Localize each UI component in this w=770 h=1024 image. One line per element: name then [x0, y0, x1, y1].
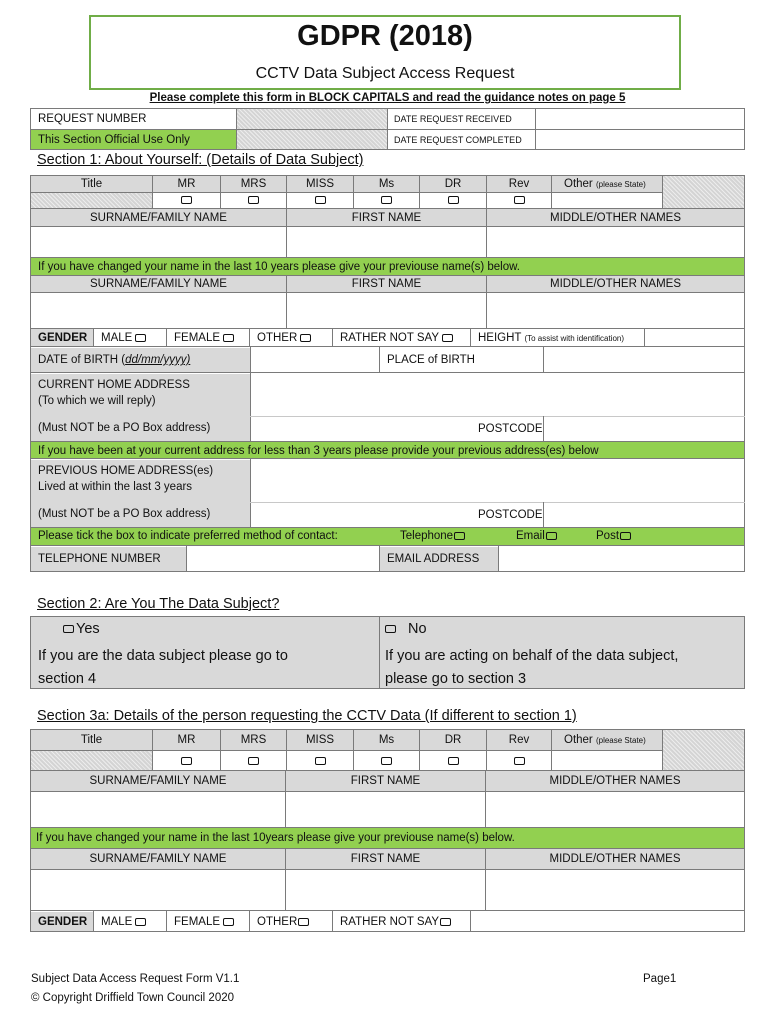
- s3-title-rev-label: Rev: [487, 730, 551, 750]
- title-other-hatch: [663, 176, 744, 208]
- email-field[interactable]: [499, 547, 744, 571]
- height-note: (To assist with identification): [524, 334, 625, 343]
- prev-address-field[interactable]: [251, 460, 744, 502]
- date-received-field[interactable]: [537, 110, 743, 128]
- s3-title-mr-checkbox-cell: [153, 751, 220, 770]
- current-address-label: [31, 374, 250, 441]
- s3-prev-middle-names-header: MIDDLE/OTHER NAMES: [486, 849, 744, 869]
- official-use-label: This Section Official Use Only: [31, 130, 236, 149]
- no-instruction: [385, 645, 678, 691]
- s3-first-name-field[interactable]: [286, 792, 485, 826]
- place-of-birth-label: PLACE of BIRTH: [387, 354, 475, 366]
- date-received-label: DATE REQUEST RECEIVED: [394, 114, 512, 124]
- prev-postcode-label: POSTCODE: [478, 509, 543, 521]
- title-mrs-checkbox[interactable]: [248, 196, 259, 204]
- current-address-field-2[interactable]: [251, 417, 471, 441]
- title-other-label: [552, 176, 662, 192]
- date-completed-label: DATE REQUEST COMPLETED: [394, 135, 522, 145]
- s3-surname-field[interactable]: [31, 792, 285, 826]
- s3-other-note: (please State): [595, 736, 646, 745]
- s3-gender-other: [250, 912, 332, 931]
- other-note: (please State): [595, 180, 646, 189]
- middle-names-header: MIDDLE/OTHER NAMES: [487, 209, 744, 226]
- dob-format: dd/mm/yyyy): [125, 354, 191, 366]
- s3-gender-other-checkbox[interactable]: [298, 918, 309, 926]
- s3-title-ms-label: Ms: [354, 730, 419, 750]
- request-number-official: [237, 109, 387, 129]
- s3-title-other-field[interactable]: [553, 751, 662, 770]
- contact-email-label: Email: [516, 530, 545, 542]
- s3-title-dr-checkbox[interactable]: [448, 757, 459, 765]
- contact-post: [596, 529, 632, 545]
- prev-surname-header: SURNAME/FAMILY NAME: [31, 275, 286, 292]
- s3-title-other-label: [552, 730, 662, 750]
- gender-rather-not-say-checkbox[interactable]: [442, 334, 453, 342]
- s3-title-rev-checkbox-cell: [487, 751, 551, 770]
- footer-page-number: Page1: [643, 973, 677, 985]
- s3-title-ms-checkbox[interactable]: [381, 757, 392, 765]
- s3-prev-first-name-header: FIRST NAME: [286, 849, 485, 869]
- yes-instruction-line1: If you are the data subject please go to: [38, 648, 288, 664]
- title-dr-label: DR: [420, 176, 486, 192]
- s3-title-other-hatch: [663, 730, 744, 770]
- title-miss-checkbox[interactable]: [315, 196, 326, 204]
- current-postcode-label: POSTCODE: [478, 423, 543, 435]
- prev-address-notice: If you have been at your current address for less than 3 years please provide your previous address(es) below: [30, 442, 745, 459]
- prev-address-label: [31, 460, 250, 527]
- no-checkbox[interactable]: [385, 625, 396, 633]
- dob-prefix: DATE of BIRTH (: [38, 354, 126, 366]
- s3-title-dr-label: DR: [420, 730, 486, 750]
- current-po-box-note: (Must NOT be a PO Box address): [38, 422, 211, 434]
- s3-title-mrs-checkbox-cell: [221, 751, 286, 770]
- yes-instruction-line2: section 4: [38, 671, 97, 687]
- s3-prev-first-name-field[interactable]: [286, 870, 485, 910]
- middle-names-field[interactable]: [487, 227, 744, 257]
- prev-postcode-field[interactable]: [544, 503, 744, 527]
- prev-first-name-header: FIRST NAME: [287, 275, 486, 292]
- surname-header: SURNAME/FAMILY NAME: [31, 209, 286, 226]
- official-use-hatch: [237, 130, 387, 149]
- no-instruction-line1: If you are acting on behalf of the data subject,: [385, 648, 679, 664]
- title-ms-checkbox-cell: [354, 192, 419, 208]
- s3-gender-rather-not-say-checkbox[interactable]: [440, 918, 451, 926]
- no-option: [385, 621, 427, 637]
- s3-title-label-hatch: [31, 750, 152, 770]
- footer-copyright: © Copyright Driffield Town Council 2020: [31, 992, 235, 1004]
- current-postcode-field[interactable]: [544, 417, 744, 441]
- prev-po-box-note: (Must NOT be a PO Box address): [38, 508, 211, 520]
- s3-title-mrs-label: MRS: [221, 730, 286, 750]
- gender-male-label: MALE: [101, 332, 133, 344]
- s3-title-miss-checkbox-cell: [287, 751, 353, 770]
- first-name-field[interactable]: [287, 227, 486, 257]
- request-number-label: REQUEST NUMBER: [38, 113, 147, 125]
- s3-gender-rather-not-say: [333, 912, 470, 931]
- contact-email: [516, 529, 558, 545]
- title-mrs-checkbox-cell: [221, 192, 286, 208]
- gender-rather-not-say-label: RATHER NOT SAY: [340, 332, 440, 344]
- s3-gender-female: [167, 912, 249, 931]
- gender-other-checkbox[interactable]: [300, 334, 311, 342]
- contact-post-label: Post: [596, 530, 620, 542]
- gender-female-label: FEMALE: [174, 332, 221, 344]
- s3-middle-names-header: MIDDLE/OTHER NAMES: [486, 771, 744, 791]
- s3-other-text: Other: [564, 734, 593, 746]
- s3-gender-male: [94, 912, 166, 931]
- height-label: [471, 329, 644, 346]
- title-miss-label: MISS: [287, 176, 353, 192]
- gender-female: [167, 329, 249, 346]
- name-change-notice: If you have changed your name in the last 10 years please give your previouse name(s) below.: [31, 258, 744, 275]
- s3-first-name-header: FIRST NAME: [286, 771, 485, 791]
- form-instruction: Please complete this form in BLOCK CAPITALS and read the guidance notes on page 5: [149, 92, 626, 104]
- gender-other: [250, 329, 332, 346]
- title-mr-checkbox[interactable]: [181, 196, 192, 204]
- s3-surname-header: SURNAME/FAMILY NAME: [31, 771, 285, 791]
- s3-prev-surname-field[interactable]: [31, 870, 285, 910]
- s3-middle-names-field[interactable]: [486, 792, 744, 826]
- gender-male: [94, 329, 166, 346]
- contact-email-checkbox[interactable]: [546, 532, 557, 540]
- yes-checkbox[interactable]: [63, 625, 74, 633]
- surname-field[interactable]: [31, 227, 286, 257]
- other-text: Other: [564, 178, 593, 190]
- no-label: No: [408, 621, 427, 637]
- email-label: EMAIL ADDRESS: [380, 547, 498, 571]
- title-rev-checkbox-cell: [487, 192, 551, 208]
- current-address-field[interactable]: [251, 374, 744, 416]
- prev-address-line1: PREVIOUS HOME ADDRESS(es): [38, 465, 214, 477]
- s3-title-mr-label: MR: [153, 730, 220, 750]
- title-rev-label: Rev: [487, 176, 551, 192]
- yes-instruction: [38, 645, 288, 691]
- title-dr-checkbox-cell: [420, 192, 486, 208]
- page-subtitle: CCTV Data Subject Access Request: [255, 65, 515, 82]
- title-label-hatch: [31, 192, 152, 208]
- prev-middle-names-header: MIDDLE/OTHER NAMES: [487, 275, 744, 292]
- s3-gender-male-checkbox[interactable]: [135, 918, 146, 926]
- height-text: HEIGHT: [478, 332, 522, 344]
- page-title: GDPR (2018): [297, 20, 473, 52]
- title-mr-label: MR: [153, 176, 220, 192]
- current-address-line2: (To which we will reply): [38, 394, 156, 407]
- date-completed-field[interactable]: [537, 131, 743, 149]
- section1-title: Section 1: About Yourself: (Details of Data Subject): [37, 152, 364, 168]
- s3-title-miss-checkbox[interactable]: [315, 757, 326, 765]
- contact-method-notice: Please tick the box to indicate preferred method of contact:: [38, 530, 338, 542]
- no-instruction-line2: please go to section 3: [385, 671, 527, 687]
- current-address-line1: CURRENT HOME ADDRESS: [38, 379, 190, 391]
- height-field[interactable]: [645, 329, 744, 346]
- contact-method-row: [30, 528, 745, 546]
- section3a-title: Section 3a: Details of the person requesting the CCTV Data (If different to section 1): [37, 708, 577, 724]
- title-ms-label: Ms: [354, 176, 419, 192]
- s3-title-dr-checkbox-cell: [420, 751, 486, 770]
- contact-telephone: [400, 529, 466, 545]
- place-of-birth-field[interactable]: [544, 348, 744, 372]
- s3-gender-female-checkbox[interactable]: [223, 918, 234, 926]
- gender-male-checkbox[interactable]: [135, 334, 146, 342]
- prev-middle-names-field[interactable]: [487, 293, 744, 328]
- gender-other-label: OTHER: [257, 332, 298, 344]
- s3-prev-surname-header: SURNAME/FAMILY NAME: [31, 849, 285, 869]
- dob-field[interactable]: [251, 348, 379, 372]
- prev-first-name-field[interactable]: [287, 293, 486, 328]
- prev-address-field-2[interactable]: [251, 503, 471, 527]
- title-other-field[interactable]: [553, 192, 662, 208]
- s3-gender-male-label: MALE: [101, 916, 133, 928]
- telephone-field[interactable]: [187, 547, 379, 571]
- title-miss-checkbox-cell: [287, 192, 353, 208]
- s3-gender-other-label: OTHER: [257, 916, 298, 928]
- contact-telephone-checkbox[interactable]: [454, 532, 465, 540]
- contact-telephone-label: Telephone: [400, 530, 454, 542]
- s3-gender-rather-not-say-label: RATHER NOT SAY: [340, 916, 440, 928]
- title-mr-checkbox-cell: [153, 192, 220, 208]
- s3-title-ms-checkbox-cell: [354, 751, 419, 770]
- gender-rather-not-say: [333, 329, 470, 346]
- s3-gender-label: GENDER: [31, 912, 93, 931]
- yes-label: Yes: [76, 621, 100, 637]
- footer-form-version: Subject Data Access Request Form V1.1: [31, 973, 240, 985]
- telephone-label: TELEPHONE NUMBER: [31, 547, 186, 571]
- title-ms-checkbox[interactable]: [381, 196, 392, 204]
- s3-gender-female-label: FEMALE: [174, 916, 221, 928]
- dob-label: [31, 348, 250, 372]
- contact-post-checkbox[interactable]: [620, 532, 631, 540]
- prev-address-line2: Lived at within the last 3 years: [38, 480, 193, 493]
- gender-female-checkbox[interactable]: [223, 334, 234, 342]
- title-mrs-label: MRS: [221, 176, 286, 192]
- prev-surname-field[interactable]: [31, 293, 286, 328]
- section2-title: Section 2: Are You The Data Subject?: [37, 596, 280, 612]
- gender-label: GENDER: [31, 329, 93, 346]
- title-rev-checkbox[interactable]: [514, 196, 525, 204]
- s3-title-mr-checkbox[interactable]: [181, 757, 192, 765]
- title-dr-checkbox[interactable]: [448, 196, 459, 204]
- title-label: Title: [31, 176, 152, 192]
- s3-prev-middle-names-field[interactable]: [486, 870, 744, 910]
- s3-title-miss-label: MISS: [287, 730, 353, 750]
- s3-title-label: Title: [31, 730, 152, 750]
- first-name-header: FIRST NAME: [287, 209, 486, 226]
- s3-title-rev-checkbox[interactable]: [514, 757, 525, 765]
- s3-title-mrs-checkbox[interactable]: [248, 757, 259, 765]
- s3-name-change-notice: If you have changed your name in the last 10years please give your previouse name(s) below.: [31, 828, 744, 848]
- yes-option: [63, 621, 100, 637]
